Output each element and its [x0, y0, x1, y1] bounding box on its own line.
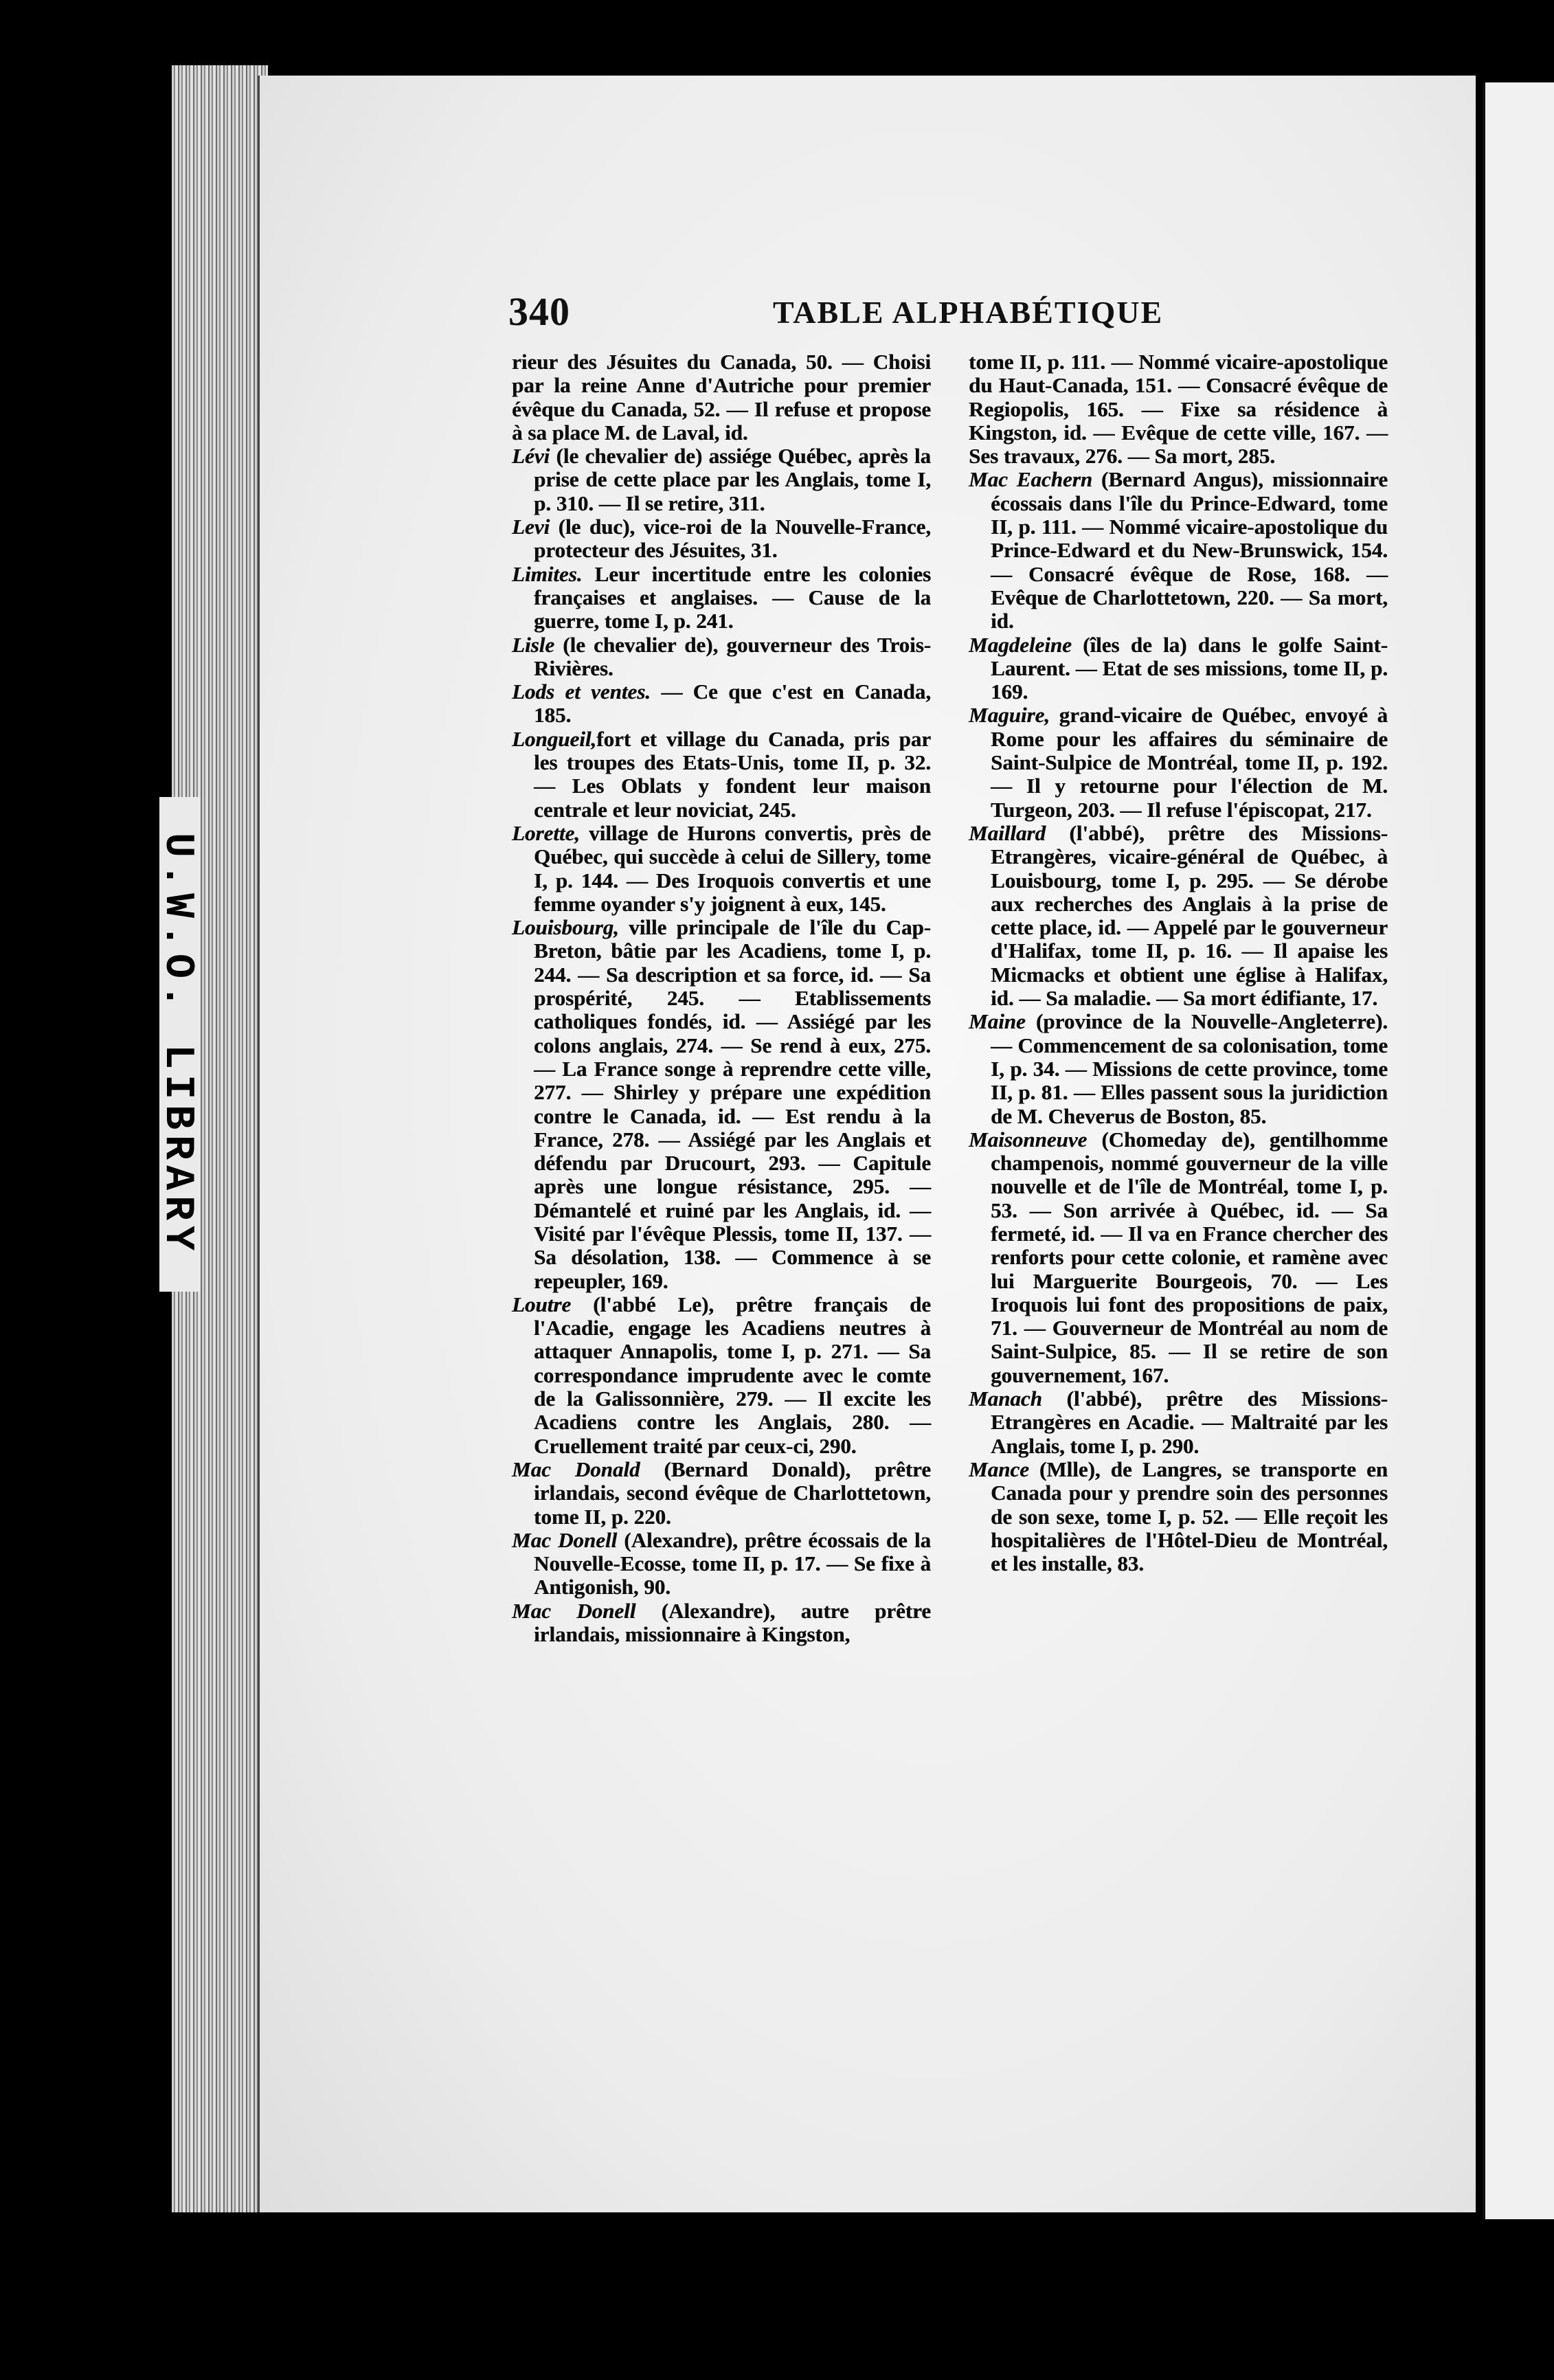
entry-text: rieur des Jésuites du Canada, 50. — Choisi par la reine Anne d'Autriche pour premier évêque du Canada, 52. — Il refuse et propose à sa place M. de Laval, id.	[512, 350, 931, 445]
entry-text: — Ce que c'est en Canada, 185.	[534, 680, 931, 728]
index-column-right	[969, 350, 1388, 1575]
entry-text: (Mlle), de Langres, se transporte en Canada pour y prendre soin des personnes de son sexe, tome I, p. 52. — Elle reçoit les hospitalières de l'Hôtel-Dieu de Montréal, et les installe, 83.	[991, 1457, 1388, 1576]
index-entry	[969, 1010, 1388, 1127]
entry-heading: Louisbourg,	[512, 915, 619, 940]
index-entry	[969, 468, 1388, 633]
entry-heading: Levi	[512, 515, 550, 539]
entry-text: (îles de la) dans le golfe Saint-Laurent. — Etat de ses missions, tome II, p. 169.	[991, 632, 1388, 704]
entry-text: (le chevalier de), gouverneur des Trois-Rivières.	[534, 632, 931, 680]
entry-heading: Lorette,	[512, 820, 580, 845]
entry-heading: Mac Donell	[512, 1527, 618, 1552]
entry-text: grand-vicaire de Québec, envoyé à Rome pour les affaires du séminaire de Saint-Sulpice de Montréal, tome II, p. 192. — Il y retourne pour l'élection de M. Turgeon, 203. — Il refuse l'épiscopat, 217.	[991, 703, 1388, 822]
entry-heading: Loutre	[512, 1292, 572, 1316]
entry-heading: Lods et ventes.	[512, 680, 651, 704]
index-entry	[512, 1529, 931, 1599]
entry-heading: Lisle	[512, 632, 554, 657]
index-entry	[512, 633, 931, 681]
facing-page-edge	[1483, 82, 1554, 2219]
entry-heading: Maisonneuve	[969, 1127, 1088, 1152]
index-entry	[969, 350, 1388, 468]
index-entry	[969, 1387, 1388, 1458]
entry-heading: Longueil,	[512, 726, 597, 751]
index-entry	[969, 633, 1388, 704]
index-entry	[969, 822, 1388, 1010]
index-column-left	[512, 350, 931, 1646]
entry-text: (Bernard Donald), prêtre irlandais, second évêque de Charlottetown, tome II, p. 220.	[534, 1457, 931, 1529]
entry-text: (Alexandre), prêtre écossais de la Nouvelle-Ecosse, tome II, p. 17. — Se fixe à Antigonish, 90.	[534, 1527, 932, 1599]
entry-text: ville principale de l'île du Cap-Breton, bâtie par les Acadiens, tome I, p. 244. — Sa description et sa force, id. — Sa prospérité, 245. — Etablissements catholiques fondés, id. — Assiégé par les colons anglais, 274. — Se rend à eux, 275. — La France songe à reprendre cette ville, 277. — Shirley y prépare une expédition contre le Canada, id. — Est rendu à la France, 278. — Assiégé par les Anglais et défendu par Drucourt, 293. — Capitule après une longue résistance, 295. — Démantelé et ruiné par les Anglais, id. — Visité par l'évêque Plessis, tome II, 137. — Sa désolation, 138. — Commence à se repeupler, 169.	[534, 915, 931, 1293]
entry-text: tome II, p. 111. — Nommé vicaire-apostolique du Haut-Canada, 151. — Consacré évêque de Regiopolis, 165. — Fixe sa résidence à Kingston, id. — Evêque de cette ville, 167. — Ses travaux, 276. — Sa mort, 285.	[969, 350, 1388, 469]
entry-heading: Lévi	[512, 444, 550, 469]
index-entry	[512, 445, 931, 515]
index-entry	[512, 680, 931, 728]
index-entry	[512, 916, 931, 1293]
entry-text: Leur incertitude entre les colonies françaises et anglaises. — Cause de la guerre, tome I, p. 241.	[534, 561, 931, 633]
entry-text: (le duc), vice-roi de la Nouvelle-France, protecteur des Jésuites, 31.	[534, 515, 931, 563]
index-entry	[512, 563, 931, 633]
running-title: TABLE ALPHABÉTIQUE	[773, 295, 1164, 330]
index-entry	[512, 1293, 931, 1458]
entry-text: (Alexandre), autre prêtre irlandais, missionnaire à Kingston,	[534, 1598, 931, 1647]
index-entry	[512, 350, 931, 445]
entry-heading: Limites.	[512, 561, 583, 586]
entry-heading: Magdeleine	[969, 632, 1072, 657]
entry-heading: Mac Eachern	[969, 467, 1092, 492]
page-number: 340	[508, 289, 570, 334]
index-entry	[512, 728, 931, 822]
index-entry	[512, 822, 931, 916]
index-entry	[969, 1458, 1388, 1575]
index-entry	[512, 1599, 931, 1647]
entry-heading: Manach	[969, 1387, 1042, 1411]
entry-heading: Maillard	[969, 820, 1046, 845]
entry-heading: Mac Donald	[512, 1457, 640, 1481]
entry-text: (l'abbé), prêtre des Missions-Etrangères, vicaire-général de Québec, à Louisbourg, tome I, p. 295. — Se dérobe aux recherches des Anglais à la prise de cette place, id. — Appelé par le gouverneur d'Halifax, tome II, p. 16. — Il apaise les Micmacks et obtient une église à Halifax, id. — Sa maladie. — Sa mort édifiante, 17.	[991, 820, 1388, 1011]
entry-text: village de Hurons convertis, près de Québec, qui succède à celui de Sillery, tome I, p. 144. — Des Iroquois convertis et une femme oyander s'y joignent à eux, 145.	[534, 820, 931, 916]
entry-text: (Bernard Angus), missionnaire écossais dans l'île du Prince-Edward, tome II, p. 111. — Nommé vicaire-apostolique du Prince-Edward et du New-Brunswick, 154. — Consacré évêque de Rose, 168. — Evêque de Charlottetown, 220. — Sa mort, id.	[991, 467, 1388, 633]
entry-heading: Maguire,	[969, 703, 1050, 728]
entry-text: (Chomeday de), gentilhomme champenois, nommé gouverneur de la ville nouvelle et de l'île de Montréal, tome I, p. 53. — Son arrivée à Québec, id. — Sa fermeté, id. — Il va en France chercher des renforts pour cette colonie, et ramène avec lui Marguerite Bourgeois, 70. — Les Iroquois lui font des propositions de paix, 71. — Gouverneur de Montréal au nom de Saint-Sulpice, 85. — Il se retire de son gouvernement, 167.	[991, 1127, 1388, 1387]
entry-heading: Mance	[969, 1457, 1029, 1481]
entry-text: (province de la Nouvelle-Angleterre). — Commencement de sa colonisation, tome I, p. 34. — Missions de cette province, tome II, p. 81. — Elles passent sous la juridiction de M. Cheverus de Boston, 85.	[991, 1009, 1388, 1128]
entry-heading: Maine	[969, 1009, 1026, 1034]
entry-text: (l'abbé), prêtre des Missions-Etrangères en Acadie. — Maltraité par les Anglais, tome I, p. 290.	[991, 1387, 1388, 1458]
index-entry	[512, 1458, 931, 1529]
library-stamp: U.W.O. LIBRARY	[159, 797, 201, 1292]
index-entry	[969, 704, 1388, 821]
index-entry	[512, 515, 931, 563]
entry-text: (le chevalier de) assiége Québec, après la prise de cette place par les Anglais, tome I, p. 310. — Il se retire, 311.	[534, 444, 931, 515]
entry-text: fort et village du Canada, pris par les troupes des Etats-Unis, tome II, p. 32. — Les Oblats y fondent leur maison centrale et leur noviciat, 245.	[534, 726, 931, 822]
entry-text: (l'abbé Le), prêtre français de l'Acadie, engage les Acadiens neutres à attaquer Annapolis, tome I, p. 271. — Sa correspondance imprudente avec le comte de la Galissonnière, 279. — Il excite les Acadiens contre les Anglais, 280. — Cruellement traité par ceux-ci, 290.	[534, 1292, 931, 1458]
index-entry	[969, 1128, 1388, 1387]
page-header	[508, 289, 1164, 344]
entry-heading: Mac Donell	[512, 1598, 636, 1623]
